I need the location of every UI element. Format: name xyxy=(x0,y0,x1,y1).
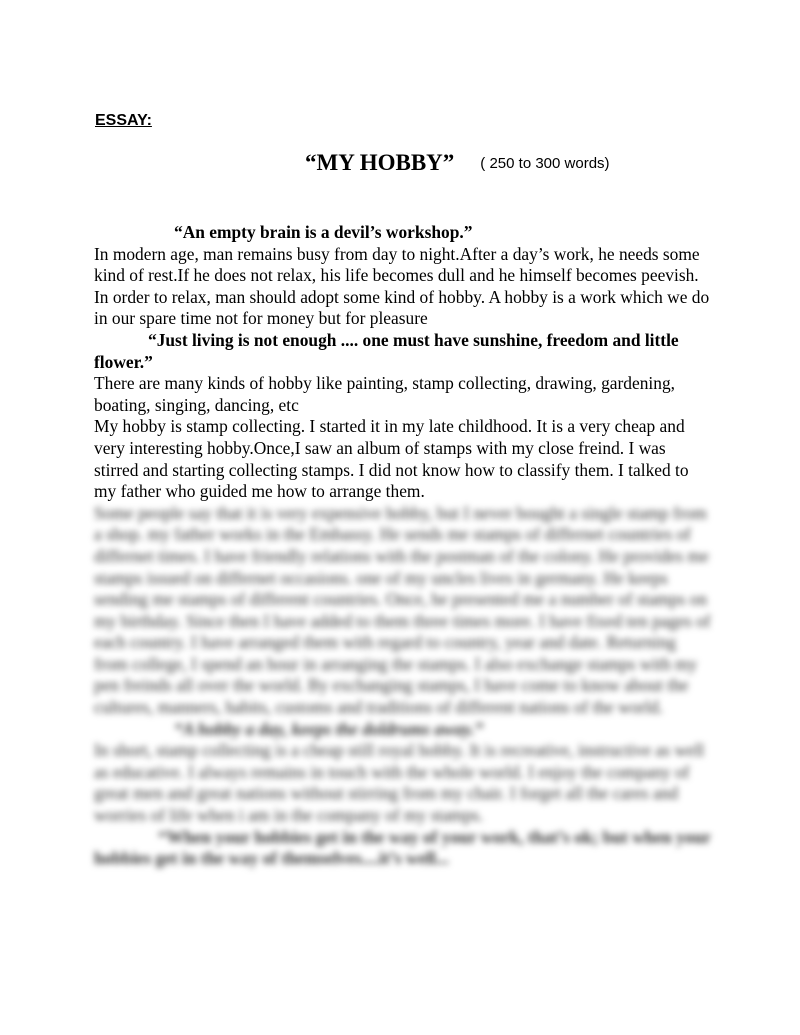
title-row xyxy=(305,150,610,176)
sunshine-quote: “Just living is not enough .... one must have sunshine, freedom and little flower.” xyxy=(94,329,679,372)
closing-quote: “When your hobbies get in the way of your work, that’s ok; but when your hobbies get in the way of themselves....it’s well... xyxy=(94,826,711,869)
word-count-note: ( 250 to 300 words) xyxy=(480,155,610,172)
essay-title: “MY HOBBY” xyxy=(305,150,455,175)
opening-quote: “An empty brain is a devil’s workshop.” xyxy=(174,222,473,242)
essay-label: ESSAY: xyxy=(95,112,152,129)
paragraph-kinds: There are many kinds of hobby like painting, stamp collecting, drawing, gardening, boating, singing, dancing, etc xyxy=(94,373,675,415)
blurred-section xyxy=(94,503,714,870)
paragraph-expensive: Some people say that it is very expensive hobby, but I never bought a single stamp from a shop. my father works in the Embassy. He sends me stamps of differnet countries of differnet times. I have friendly relations with the postman of the colony. He provides me stamps issued on differnet occasions. one of my uncles lives in germany. He keeps sending me stamps of different countries. Once, he presented me a number of stamps on my birthday. Since then I have added to them three times more. I have fixed ten pages of each country. I have arranged them with regard to country, year and date. Returning from college, I spend an hour in arranging the stamps. I also exchange stamps with my pen freinds all over the world. By exchanging stamps, I have come to know about the cultures, manners, habits, customs and traditions of different nations of the world. xyxy=(94,502,711,718)
essay-body xyxy=(94,222,714,870)
paragraph-conclusion: In short, stamp collecting is a cheap still royal hobby. It is recreative, instructive as well as educative. I always remains in touch with the whole world. I enjoy the company of great men and great nations without stirring from my chair. I forget all the cares and worries of life when i am in the company of my stamps. xyxy=(94,740,705,826)
paragraph-relax: In order to relax, man should adopt some kind of hobby. A hobby is a work which we do in our spare time not for money but for pleasure xyxy=(94,286,710,329)
paragraph-my-hobby: My hobby is stamp collecting. I started it in my late childhood. It is a very cheap and very interesting hobby.Once,I saw an album of stamps with my close freind. I was stirred and starting collecting stamps. I did not know how to classify them. I talked to my father who guided me how to arrange them. xyxy=(94,416,689,502)
paragraph-intro: In modern age, man remains busy from day to night.After a day’s work, he needs some kind of rest.If he does not relax, his life becomes dull and he himself becomes peevish. xyxy=(94,243,700,286)
doldrums-quote: “A hobby a day, keeps the doldrums away.” xyxy=(174,718,484,739)
